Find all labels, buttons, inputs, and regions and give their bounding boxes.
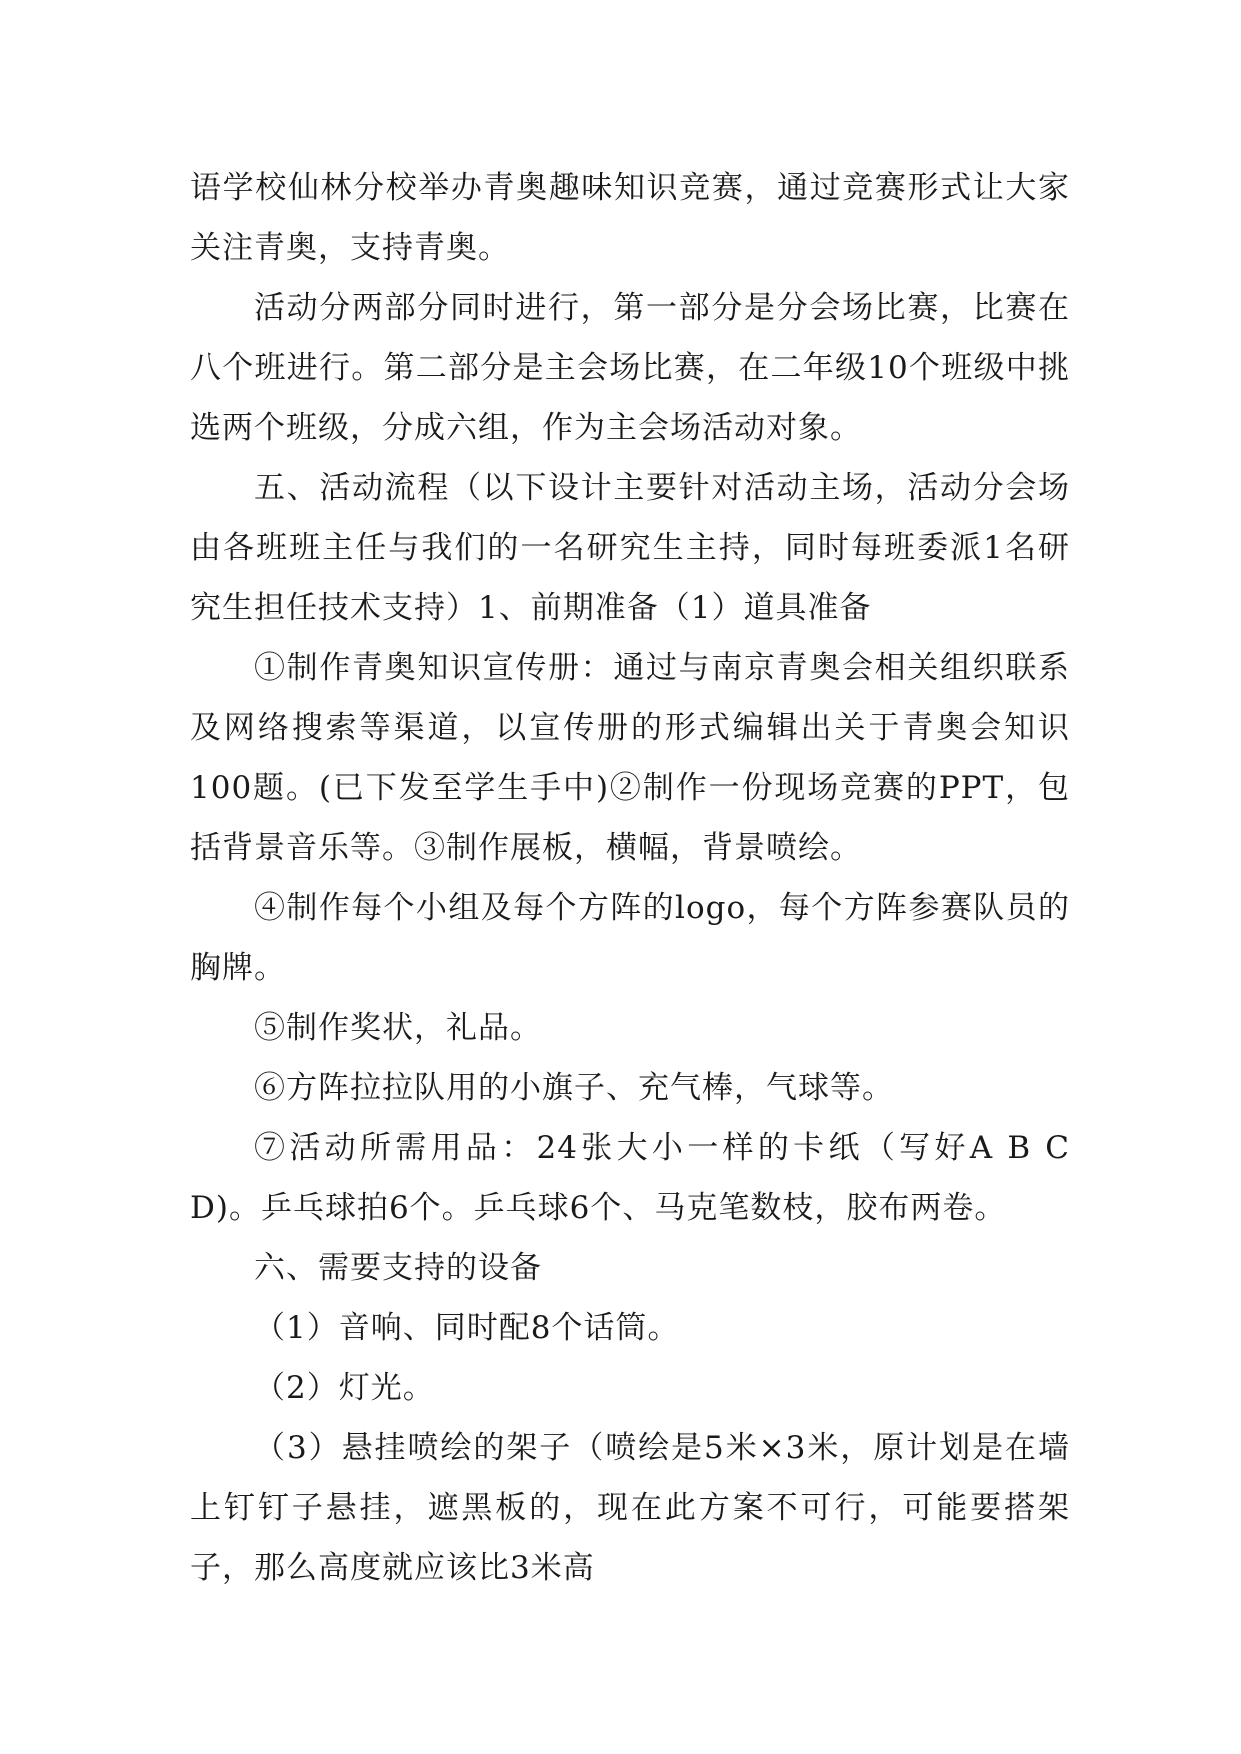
section-heading-equipment: 六、需要支持的设备	[254, 1250, 542, 1286]
paragraph-3: 五、活动流程（以下设计主要针对活动主场，活动分会场由各班班主任与我们的一名研究生主持，同时每班委派1名研究生担任技术支持）1、前期准备（1）道具准备	[190, 470, 1070, 626]
paragraph-5: ④制作每个小组及每个方阵的logo，每个方阵参赛队员的胸牌。	[190, 890, 1070, 986]
paragraph-4: ①制作青奥知识宣传册：通过与南京青奥会相关组织联系及网络搜索等渠道，以宣传册的形式编辑出关于青奥会知识100题。(已下发至学生手中)②制作一份现场竞赛的PPT，包括背景音乐等。③制作展板，横幅，背景喷绘。	[190, 650, 1070, 866]
paragraph-8: ⑦活动所需用品：24张大小一样的卡纸（写好A B C D)。乒乓球拍6个。乒乓球6个、马克笔数枝，胶布两卷。	[190, 1130, 1070, 1226]
equipment-item-1: （1）音响、同时配8个话筒。	[254, 1310, 680, 1346]
equipment-item-2: （2）灯光。	[254, 1370, 435, 1406]
paragraph-1: 语学校仙林分校举办青奥趣味知识竞赛，通过竞赛形式让大家关注青奥，支持青奥。	[190, 170, 1070, 266]
equipment-item-3: （3）悬挂喷绘的架子（喷绘是5米×3米，原计划是在墙上钉钉子悬挂，遮黑板的，现在此方案不可行，可能要搭架子，那么高度就应该比3米高	[190, 1430, 1070, 1586]
document-body	[190, 158, 1070, 1598]
paragraph-6: ⑤制作奖状，礼品。	[254, 1010, 542, 1046]
paragraph-7: ⑥方阵拉拉队用的小旗子、充气棒，气球等。	[254, 1070, 894, 1106]
paragraph-2: 活动分两部分同时进行，第一部分是分会场比赛，比赛在八个班进行。第二部分是主会场比赛，在二年级10个班级中挑选两个班级，分成六组，作为主会场活动对象。	[190, 290, 1070, 446]
